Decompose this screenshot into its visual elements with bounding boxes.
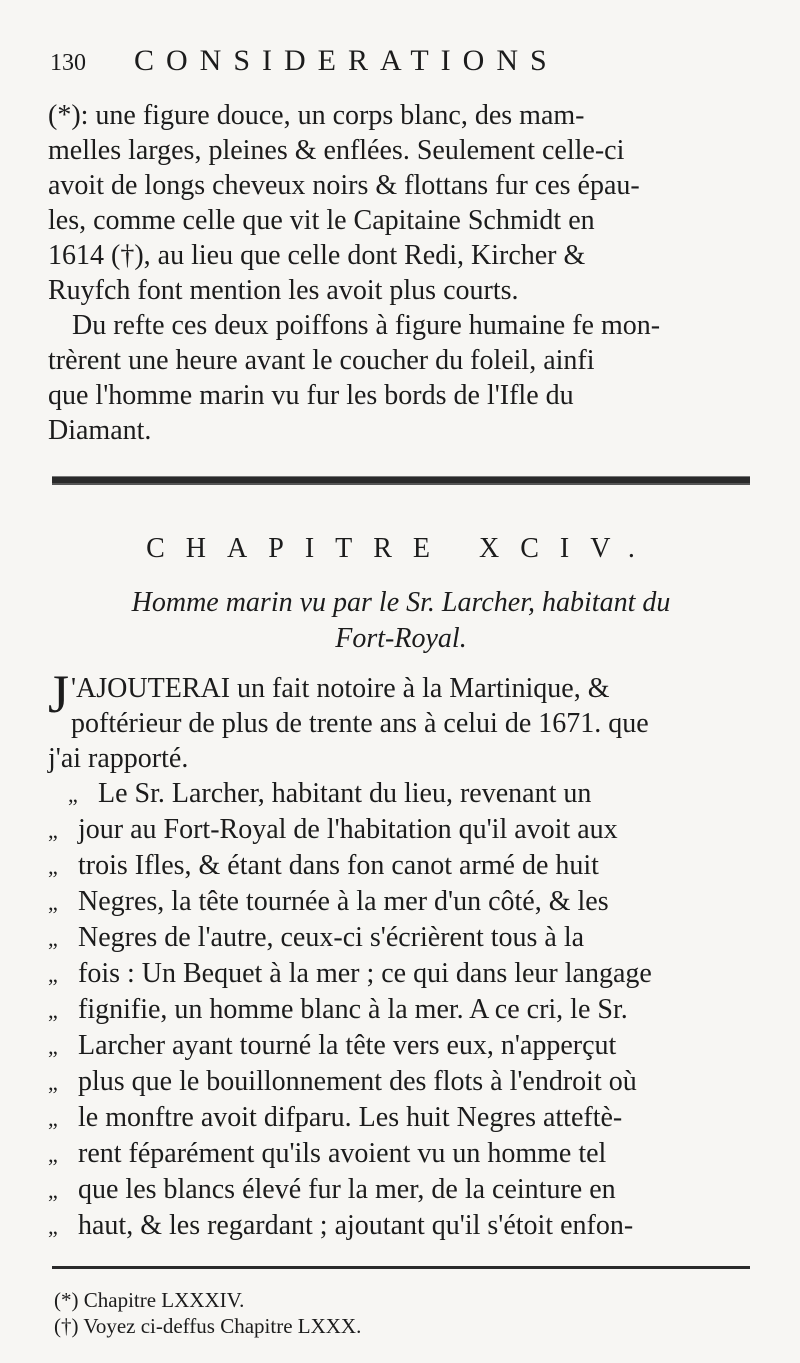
text-line: trèrent une heure avant le coucher du foleil, ainfi (48, 345, 595, 376)
quote-line: „ Negres de l'autre, ceux-ci s'écrièrent tous à la (48, 920, 754, 956)
quote-line: „ fignifie, un homme blanc à la mer. A ce cri, le Sr. (48, 992, 754, 1028)
chapter-body (48, 664, 754, 1244)
quote-line: „ le monftre avoit difparu. Les huit Negres atteftè- (48, 1100, 754, 1136)
quote-line: „ haut, & les regardant ; ajoutant qu'il s'étoit enfon- (48, 1208, 754, 1244)
quote-mark: „ (48, 854, 58, 879)
text-line: Diamant. (48, 415, 152, 446)
text-line: poftérieur de plus de trente ans à celui de 1671. que (71, 708, 649, 739)
quote-mark: „ (48, 1142, 58, 1167)
quoted-passage (48, 776, 754, 1244)
quote-line: „ que les blancs élevé fur la mer, de la ceinture en (48, 1172, 754, 1208)
running-head (48, 28, 754, 78)
quote-mark: „ (48, 1178, 58, 1203)
quote-line: „ plus que le bouillonnement des flots à l'endroit où (48, 1064, 754, 1100)
quote-mark: „ (48, 890, 58, 915)
quote-line: „ fois : Un Bequet à la mer ; ce qui dans leur langage (48, 956, 754, 992)
section-divider (52, 476, 750, 485)
text-line: melles larges, pleines & enflées. Seulement celle-ci (48, 135, 625, 166)
quote-mark: „ (48, 998, 58, 1023)
quote-mark: „ (48, 1106, 58, 1131)
book-page (48, 28, 754, 1339)
quote-line: „ Larcher ayant tourné la tête vers eux, n'apperçut (48, 1028, 754, 1064)
text-line: avoit de longs cheveux noirs & flottans fur ces épau- (48, 170, 640, 201)
page-number: 130 (50, 50, 86, 76)
text-line: 1614 (†), au lieu que celle dont Redi, Kircher & (48, 240, 586, 271)
quote-mark: „ (48, 818, 58, 843)
running-title: CONSIDERATIONS (134, 44, 559, 77)
quote-line: „ trois Ifles, & étant dans fon canot armé de huit (48, 848, 754, 884)
top-paragraph (48, 98, 754, 308)
text-line: (*): une figure douce, un corps blanc, des mam- (48, 100, 585, 131)
footnote-divider (52, 1266, 750, 1269)
chapter-subtitle (48, 585, 754, 657)
chapter-title: CHAPITRE XCIV. (146, 533, 656, 564)
chapter-subtitle-line: Homme marin vu par le Sr. Larcher, habitant du (131, 587, 671, 618)
footnote: (†) Voyez ci-deffus Chapitre LXXX. (54, 1314, 362, 1338)
quote-mark: „ (48, 1070, 58, 1095)
text-line: Du refte ces deux poiffons à figure humaine fe mon- (72, 310, 661, 341)
quote-line: „ Negres, la tête tournée à la mer d'un côté, & les (48, 884, 754, 920)
quote-mark: „ (48, 1214, 58, 1239)
second-paragraph (48, 308, 754, 448)
chapter-subtitle-line: Fort-Royal. (335, 623, 467, 654)
text-line: que l'homme marin vu fur les bords de l'Ifle du (48, 380, 574, 411)
quote-mark: „ (48, 1034, 58, 1059)
drop-cap: J (48, 664, 70, 724)
opening-paragraph (48, 664, 754, 776)
text-line: j'ai rapporté. (48, 743, 189, 774)
quote-line: „ Le Sr. Larcher, habitant du lieu, revenant un (48, 776, 754, 812)
quote-line: „ jour au Fort-Royal de l'habitation qu'il avoit aux (48, 812, 754, 848)
footnote: (*) Chapitre LXXXIV. (54, 1288, 245, 1312)
footnotes (48, 1287, 754, 1339)
quote-mark: „ (68, 782, 78, 807)
quote-line: „ rent féparément qu'ils avoient vu un homme tel (48, 1136, 754, 1172)
quote-mark: „ (48, 926, 58, 951)
quote-mark: „ (48, 962, 58, 987)
first-line-text: 'AJOUTERAI un fait notoire à la Martinique, & (71, 673, 610, 704)
text-line: les, comme celle que vit le Capitaine Schmidt en (48, 205, 595, 236)
text-line: Ruyfch font mention les avoit plus courts. (48, 275, 519, 306)
